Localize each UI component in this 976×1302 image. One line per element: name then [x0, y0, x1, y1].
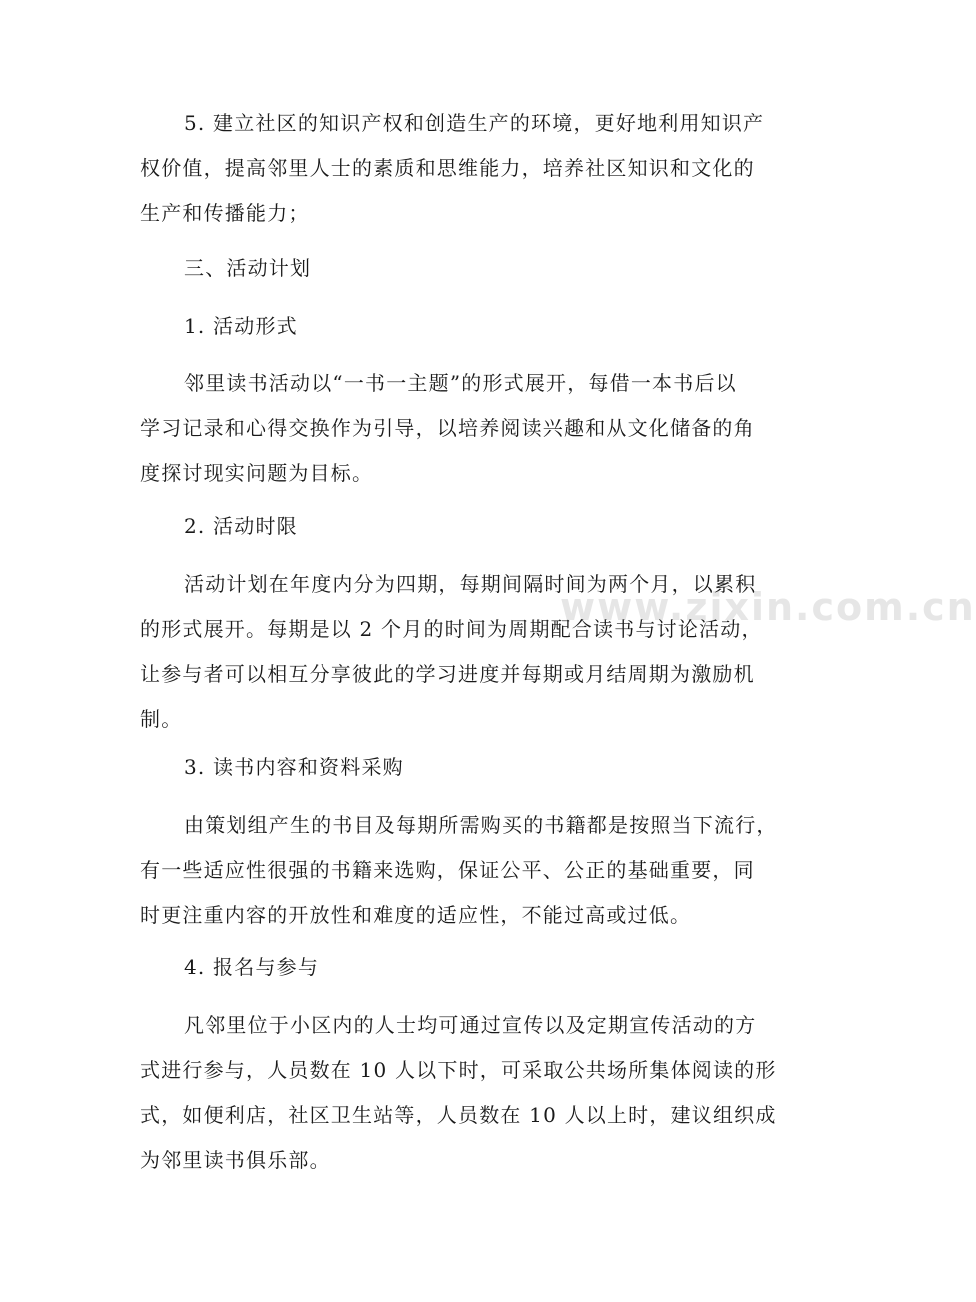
- text-line: 3. 读书内容和资料采购: [184, 755, 404, 779]
- text-line: 时更注重内容的开放性和难度的适应性，不能过高或过低。: [140, 903, 692, 927]
- text-line: 1. 活动形式: [184, 314, 298, 338]
- text-line: 式，如便利店，社区卫生站等，人员数在 10 人以上时，建议组织成: [140, 1103, 777, 1127]
- paragraph-activity-period: [140, 562, 800, 742]
- text-line: 由策划组产生的书目及每期所需购买的书籍都是按照当下流行，: [184, 813, 778, 837]
- text-line: 权价值，提高邻里人士的素质和思维能力，培养社区知识和文化的: [140, 156, 755, 180]
- paragraph-item-5: [140, 101, 800, 236]
- text-line: 凡邻里位于小区内的人士均可通过宣传以及定期宣传活动的方: [184, 1013, 757, 1037]
- text-line: 生产和传播能力；: [140, 201, 310, 225]
- text-line: 有一些适应性很强的书籍来选购，保证公平、公正的基础重要，同: [140, 858, 755, 882]
- paragraph-reading-content: [140, 803, 800, 938]
- text-line: 式进行参与，人员数在 10 人以下时，可采取公共场所集体阅读的形: [140, 1058, 777, 1082]
- text-line: 活动计划在年度内分为四期，每期间隔时间为两个月，以累积: [184, 572, 757, 596]
- section-heading: [140, 246, 800, 291]
- text-line: 为邻里读书俱乐部。: [140, 1148, 331, 1172]
- subsection-heading-4: [140, 945, 800, 990]
- text-line: 度探讨现实问题为目标。: [140, 461, 374, 485]
- text-line: 4. 报名与参与: [184, 955, 320, 979]
- paragraph-registration: [140, 1003, 800, 1183]
- text-line: 制。: [140, 707, 183, 731]
- text-line: 2. 活动时限: [184, 514, 298, 538]
- subsection-heading-1: [140, 304, 800, 349]
- subsection-heading-3: [140, 745, 800, 790]
- text-line: 三、活动计划: [184, 256, 312, 280]
- text-line: 让参与者可以相互分享彼此的学习进度并每期或月结周期为激励机: [140, 662, 755, 686]
- subsection-heading-2: [140, 504, 800, 549]
- watermark: www.zixin.com.cn: [560, 585, 976, 629]
- paragraph-activity-form: [140, 361, 800, 496]
- text-line: 学习记录和心得交换作为引导，以培养阅读兴趣和从文化储备的角: [140, 416, 755, 440]
- text-line: 邻里读书活动以“一书一主题”的形式展开，每借一本书后以: [184, 371, 737, 395]
- text-line: 5. 建立社区的知识产权和创造生产的环境，更好地利用知识产: [184, 111, 765, 135]
- text-line: 的形式展开。每期是以 2 个月的时间为周期配合读书与讨论活动，: [140, 617, 763, 641]
